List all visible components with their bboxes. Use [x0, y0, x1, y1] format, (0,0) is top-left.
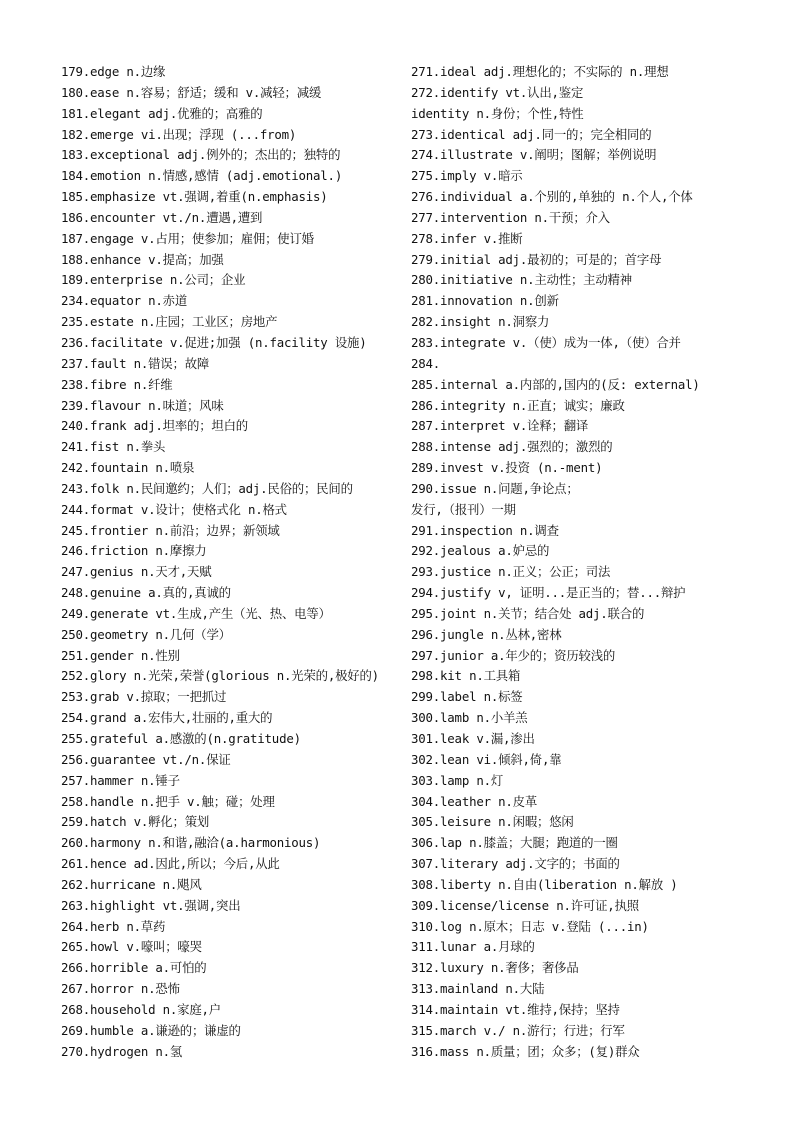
vocab-entry: 251.gender n.性别	[61, 647, 180, 663]
vocab-entry: 180.ease n.容易；舒适；缓和 v.减轻；减缓	[61, 84, 322, 100]
vocab-entry: 252.glory n.光荣,荣誉(glorious n.光荣的,极好的)	[61, 668, 379, 684]
vocab-entry: 185.emphasize vt.强调,着重(n.emphasis)	[61, 189, 328, 205]
vocab-entry: 266.horrible a.可怕的	[61, 960, 207, 976]
vocab-entry: 262.hurricane n.飓风	[61, 876, 202, 892]
vocab-entry: 277.intervention n.干预；介入	[411, 209, 610, 225]
vocab-entry: 300.lamb n.小羊羔	[411, 710, 528, 726]
vocab-entry: 242.fountain n.喷泉	[61, 460, 195, 476]
vocab-entry: 271.ideal adj.理想化的；不实际的 n.理想	[411, 64, 669, 79]
vocab-entry: 268.household n.家庭,户	[61, 1001, 221, 1017]
vocab-column-right	[411, 62, 761, 1063]
vocab-entry: 286.integrity n.正直；诚实；廉政	[411, 397, 625, 413]
vocab-entry: 247.genius n.天才,天赋	[61, 564, 212, 580]
vocab-entry: 250.geometry n.几何（学）	[61, 626, 231, 642]
vocab-entry: 294.justify v, 证明...是正当的；替...辩护	[411, 585, 686, 601]
vocab-entry: 287.interpret v.诠释；翻译	[411, 418, 589, 434]
vocab-entry: 282.insight n.洞察力	[411, 314, 550, 330]
vocab-entry: 296.jungle n.丛林,密林	[411, 626, 562, 642]
vocab-entry: 261.hence ad.因此,所以；今后,从此	[61, 856, 280, 872]
vocab-entry: 189.enterprise n.公司；企业	[61, 272, 246, 288]
vocab-entry: 306.lap n.膝盖；大腿；跑道的一圈	[411, 835, 618, 851]
vocab-entry: 246.friction n.摩擦力	[61, 543, 207, 559]
vocab-entry: 234.equator n.赤道	[61, 293, 188, 309]
vocab-entry: 283.integrate v.（使）成为一体,（使）合并	[411, 334, 681, 350]
vocab-entry: 267.horror n.恐怖	[61, 981, 180, 997]
vocab-entry: 297.junior a.年少的；资历较浅的	[411, 647, 616, 663]
vocab-entry: 289.invest v.投资 (n.-ment)	[411, 460, 603, 476]
vocab-entry: 186.encounter vt./n.遭遇,遭到	[61, 209, 263, 225]
vocab-entry: 314.maintain vt.维持,保持；坚持	[411, 1001, 620, 1017]
vocab-entry: 254.grand a.宏伟大,壮丽的,重大的	[61, 710, 273, 726]
vocab-entry: 183.exceptional adj.例外的；杰出的；独特的	[61, 147, 341, 163]
vocab-entry: 312.luxury n.奢侈；奢侈品	[411, 960, 579, 976]
vocab-entry: 249.generate vt.生成,产生（光、热、电等）	[61, 605, 331, 621]
vocab-entry: 303.lamp n.灯	[411, 772, 504, 788]
vocab-entry: 315.march v./ n.游行；行进；行军	[411, 1022, 625, 1038]
vocab-entry: 280.initiative n.主动性；主动精神	[411, 272, 632, 288]
vocab-entry: 293.justice n.正义；公正；司法	[411, 564, 611, 580]
vocab-entry: 245.frontier n.前沿；边界；新领域	[61, 522, 280, 538]
vocab-entry: 188.enhance v.提高；加强	[61, 251, 224, 267]
vocab-entry: 184.emotion n.情感,感情 (adj.emotional.)	[61, 168, 343, 184]
vocab-entry: 288.intense adj.强烈的；激烈的	[411, 439, 613, 455]
vocab-entry: 316.mass n.质量；团；众多；(复)群众	[411, 1043, 640, 1059]
vocab-entry: 发行,（报刊）一期	[411, 501, 516, 517]
vocab-entry: 259.hatch v.孵化；策划	[61, 814, 210, 830]
vocab-entry: 182.emerge vi.出现；浮现 (...from)	[61, 126, 297, 142]
vocab-entry: 255.grateful a.感激的(n.gratitude)	[61, 731, 301, 746]
vocab-entry: 313.mainland n.大陆	[411, 981, 545, 997]
vocab-entry: 264.herb n.草药	[61, 918, 166, 934]
vocab-entry: 275.imply v.暗示	[411, 168, 523, 184]
vocab-entry: 238.fibre n.纤维	[61, 376, 173, 392]
vocab-entry: 298.kit n.工具箱	[411, 668, 521, 684]
vocab-entry: 284.	[411, 355, 441, 371]
vocab-entry: 305.leisure n.闲暇；悠闲	[411, 814, 574, 830]
vocab-column-left	[61, 62, 401, 1063]
vocab-entry: 236.facilitate v.促进;加强 (n.facility 设施)	[61, 334, 367, 350]
vocab-entry: 307.literary adj.文字的；书面的	[411, 856, 620, 872]
vocab-entry: 263.highlight vt.强调,突出	[61, 897, 241, 913]
vocab-entry: 273.identical adj.同一的；完全相同的	[411, 126, 652, 142]
vocab-entry: identity n.身份；个性,特性	[411, 105, 584, 121]
vocab-entry: 281.innovation n.创新	[411, 293, 559, 309]
vocab-entry: 308.liberty n.自由(liberation n.解放 )	[411, 876, 678, 892]
vocab-entry: 181.elegant adj.优雅的；高雅的	[61, 105, 263, 121]
vocab-entry: 244.format v.设计；使格式化 n.格式	[61, 501, 287, 517]
vocab-entry: 260.harmony n.和谐,融洽(a.harmonious)	[61, 835, 321, 851]
vocab-entry: 243.folk n.民间邀约；人们；adj.民俗的；民间的	[61, 480, 353, 496]
vocab-entry: 240.frank adj.坦率的；坦白的	[61, 418, 248, 434]
vocab-entry: 291.inspection n.调查	[411, 522, 559, 538]
vocab-entry: 235.estate n.庄园；工业区；房地产	[61, 314, 278, 330]
vocab-entry: 279.initial adj.最初的；可是的；首字母	[411, 251, 662, 267]
vocab-entry: 187.engage v.占用；使参加；雇佣；使订婚	[61, 230, 314, 246]
vocab-entry: 301.leak v.漏,渗出	[411, 731, 535, 746]
vocab-entry: 241.fist n.拳头	[61, 439, 166, 455]
vocab-entry: 270.hydrogen n.氢	[61, 1043, 183, 1059]
vocab-entry: 304.leather n.皮革	[411, 793, 538, 809]
vocab-entry: 239.flavour n.味道；风味	[61, 397, 224, 413]
vocab-entry: 311.lunar a.月球的	[411, 939, 535, 955]
vocab-entry: 265.howl v.嚎叫；嚎哭	[61, 939, 202, 955]
vocab-entry: 248.genuine a.真的,真诚的	[61, 585, 231, 601]
vocab-entry: 292.jealous a.妒忌的	[411, 543, 550, 559]
vocab-entry: 253.grab v.掠取；一把抓过	[61, 689, 227, 705]
vocab-entry: 237.fault n.错误；故障	[61, 355, 210, 371]
vocab-entry: 285.internal a.内部的,国内的(反: external)	[411, 376, 700, 392]
vocab-entry: 274.illustrate v.阐明；图解；举例说明	[411, 147, 657, 163]
vocab-entry: 269.humble a.谦逊的；谦虚的	[61, 1022, 241, 1038]
vocab-entry: 258.handle n.把手 v.触；碰；处理	[61, 793, 275, 809]
vocab-entry: 302.lean vi.倾斜,倚,靠	[411, 751, 562, 767]
vocab-entry: 290.issue n.问题,争论点；	[411, 480, 579, 496]
vocab-entry: 310.log n.原木；日志 v.登陆 (...in)	[411, 918, 649, 934]
vocab-entry: 179.edge n.边缘	[61, 64, 166, 79]
vocab-entry: 272.identify vt.认出,鉴定	[411, 84, 584, 100]
vocab-entry: 257.hammer n.锤子	[61, 772, 180, 788]
vocab-entry: 299.label n.标签	[411, 689, 523, 705]
vocab-entry: 256.guarantee vt./n.保证	[61, 751, 231, 767]
vocab-entry: 309.license/license n.许可证,执照	[411, 897, 639, 913]
vocab-entry: 278.infer v.推断	[411, 230, 523, 246]
vocab-entry: 276.individual a.个别的,单独的 n.个人,个体	[411, 189, 693, 205]
vocab-entry: 295.joint n.关节；结合处 adj.联合的	[411, 605, 645, 621]
